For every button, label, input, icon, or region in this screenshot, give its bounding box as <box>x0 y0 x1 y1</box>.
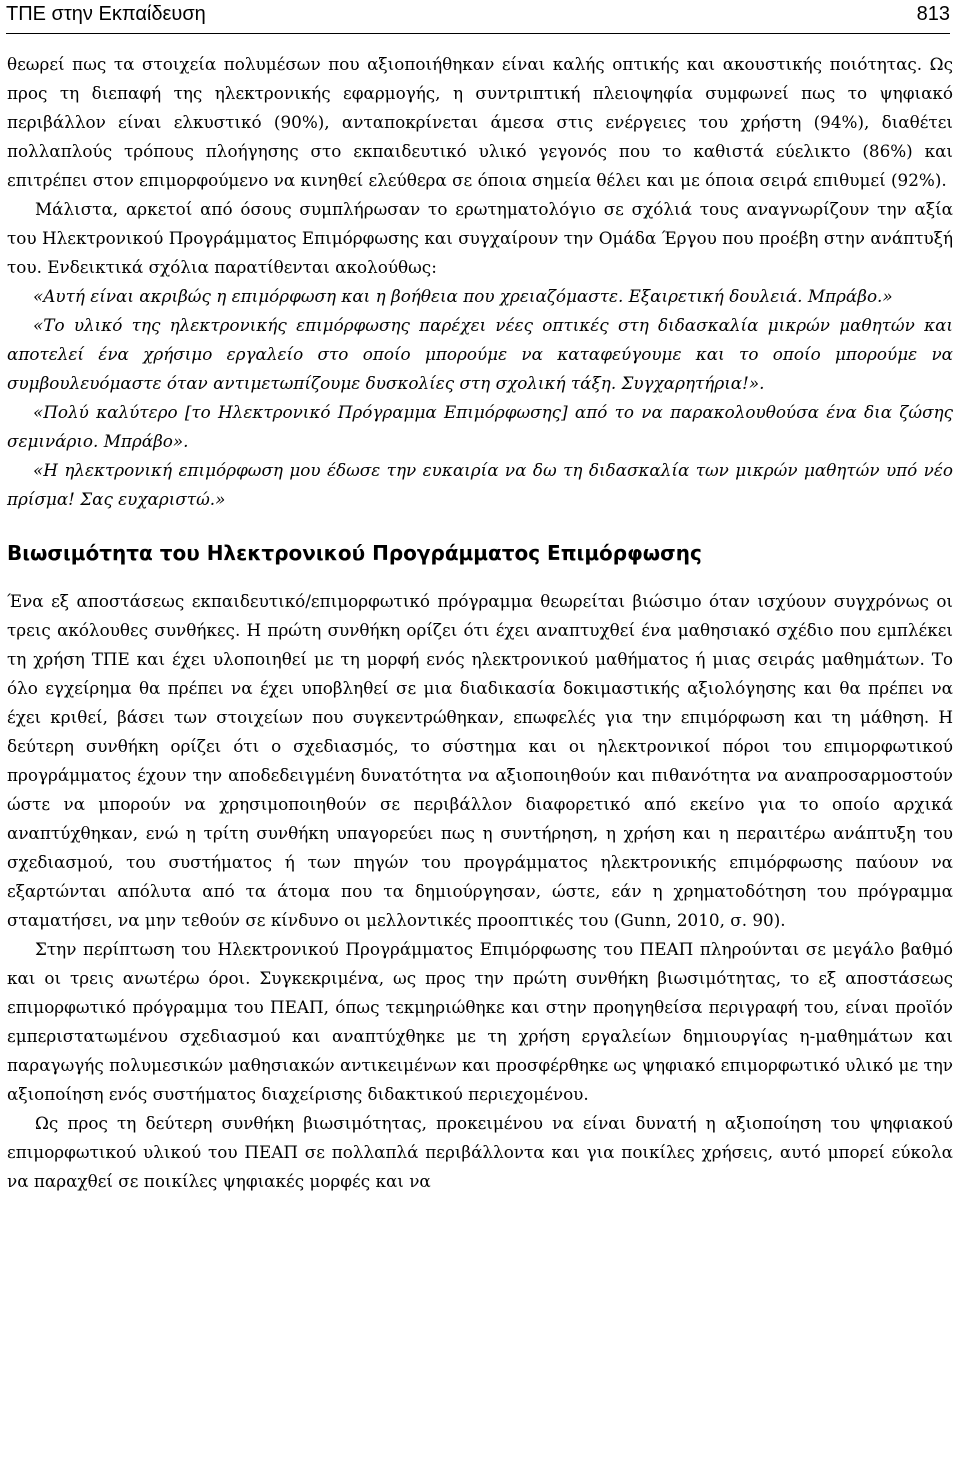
quote: «Πολύ καλύτερο [το Ηλεκτρονικό Πρόγραμμα Επιμόρφωσης] από το να παρακολουθούσα ένα δια ζώσης σεμινάριο. Μπράβο». <box>7 402 953 451</box>
paragraph: Ως προς τη δεύτερη συνθήκη βιωσιμότητας, προκειμένου να είναι δυνατή η αξιοποίηση του ψηφιακού επιμορφωτικού υλικού του ΠΕΑΠ σε πολλαπλά περιβάλλοντα και για ποικίλες χρήσεις, αυτό μπορεί εύκολα να παραχθεί σε ποικίλες ψηφιακές μορφές και να <box>7 1113 953 1191</box>
quote: «Το υλικό της ηλεκτρονικής επιμόρφωσης παρέχει νέες οπτικές στη διδασκαλία μικρών μαθητών και αποτελεί ένα χρήσιμο εργαλείο στο οποίο μπορούμε να καταφεύγουμε και το οποίο μπορούμε να συμβουλευόμαστε όταν αντιμετωπίζουμε δυσκολίες στη σχολική τάξη. Συγχαρητήρια!». <box>7 315 953 393</box>
page-header <box>6 0 950 34</box>
quote: «Αυτή είναι ακριβώς η επιμόρφωση και η βοήθεια που χρειαζόμαστε. Εξαιρετική δουλειά. Μπράβο.» <box>33 286 893 306</box>
paragraph: Μάλιστα, αρκετοί από όσους συμπλήρωσαν το ερωτηματολόγιο σε σχόλιά τους αναγνωρίζουν την αξία του Ηλεκτρονικού Προγράμματος Επιμόρφωσης και συγχαίρουν την Ομάδα Έργου που προέβη στην ανάπτυξή του. Ενδεικτικά σχόλια παρατίθενται ακολούθως: <box>7 199 953 277</box>
quote: «Η ηλεκτρονική επιμόρφωση μου έδωσε την ευκαιρία να δω τη διδασκαλία των μικρών μαθητών υπό νέο πρίσμα! Σας ευχαριστώ.» <box>7 460 953 509</box>
document-body <box>7 50 953 1196</box>
running-title: ΤΠΕ στην Εκπαίδευση <box>6 3 206 25</box>
page-number: 813 <box>916 3 950 25</box>
section-heading: Βιωσιμότητα του Ηλεκτρονικού Προγράμματος Επιμόρφωσης <box>7 541 702 565</box>
paragraph: θεωρεί πως τα στοιχεία πολυμέσων που αξιοποιήθηκαν είναι καλής οπτικής και ακουστικής ποιότητας. Ως προς τη διεπαφή της ηλεκτρονικής εφαρμογής, η συντριπτική πλειοψηφία συμφωνεί πως το ψηφιακό περιβάλλον είναι ελκυστικό (90%), ανταποκρίνεται άμεσα στις ενέργειες του χρήστη (94%), διαθέτει πολλαπλούς τρόπους πλοήγησης στο εκπαιδευτικό υλικό γεγονός που το καθιστά εύελικτο (86%) και επιτρέπει στον επιμορφούμενο να κινηθεί ελεύθερα σε όποια σημεία θέλει και με όποια σειρά επιθυμεί (92%). <box>7 54 953 190</box>
paragraph: Στην περίπτωση του Ηλεκτρονικού Προγράμματος Επιμόρφωσης του ΠΕΑΠ πληρούνται σε μεγάλο βαθμό και οι τρεις ανωτέρω όροι. Συγκεκριμένα, ως προς την πρώτη συνθήκη βιωσιμότητας, το εξ αποστάσεως επιμορφωτικό πρόγραμμα του ΠΕΑΠ, όπως τεκμηριώθηκε και στην προηγηθείσα περιγραφή του, είναι προϊόν εμπεριστατωμένου σχεδιασμού και αναπτύχθηκε με τη χρήση εργαλείων δημιουργίας η-μαθημάτων και παραγωγής πολυμεσικών μαθησιακών αντικειμένων και προσφέρθηκε ως ψηφιακό επιμορφωτικό υλικό με την αξιοποίηση ενός συστήματος διαχείρισης διδακτικού περιεχομένου. <box>7 939 953 1104</box>
paragraph: Ένα εξ αποστάσεως εκπαιδευτικό/επιμορφωτικό πρόγραμμα θεωρείται βιώσιμο όταν ισχύουν συγχρόνως οι τρεις ακόλουθες συνθήκες. Η πρώτη συνθήκη ορίζει ότι έχει αναπτυχθεί ένα μαθησιακό σχέδιο που εμπλέκει τη χρήση ΤΠΕ και έχει υλοποιηθεί με τη μορφή ενός ηλεκτρονικού μαθήματος ή μιας σειράς μαθημάτων. Το όλο εγχείρημα θα πρέπει να έχει υποβληθεί σε μια διαδικασία δοκιμαστικής αξιολόγησης και θα πρέπει να έχει κριθεί, βάσει των στοιχείων που συγκεντρώθηκαν, επωφελές για την επιμόρφωση και τη μάθηση. Η δεύτερη συνθήκη ορίζει ότι ο σχεδιασμός, το σύστημα και οι ηλεκτρονικοί πόροι του επιμορφωτικού προγράμματος έχουν την αποδεδειγμένη δυνατότητα να αξιοποιηθούν και πιθανότητα να αναπροσαρμοστούν ώστε να μπορούν να χρησιμοποιηθούν σε περιβάλλον διαφορετικό από εκείνο για το οποίο αρχικά αναπτύχθηκαν, ενώ η τρίτη συνθήκη υπαγορεύει πως η συντήρηση, η χρήση και η περαιτέρω ανάπτυξη του σχεδιασμού, του συστήματος ή των πηγών του προγράμματος ηλεκτρονικής επιμόρφωσης παύουν να εξαρτώνται απόλυτα από τα άτομα που τα δημιούργησαν, ώστε, εάν η χρηματοδότηση του πρόγραμμα σταματήσει, να μην τεθούν σε κίνδυνο οι μελλοντικές προοπτικές του (Gunn, 2010, σ. 90). <box>7 591 953 930</box>
